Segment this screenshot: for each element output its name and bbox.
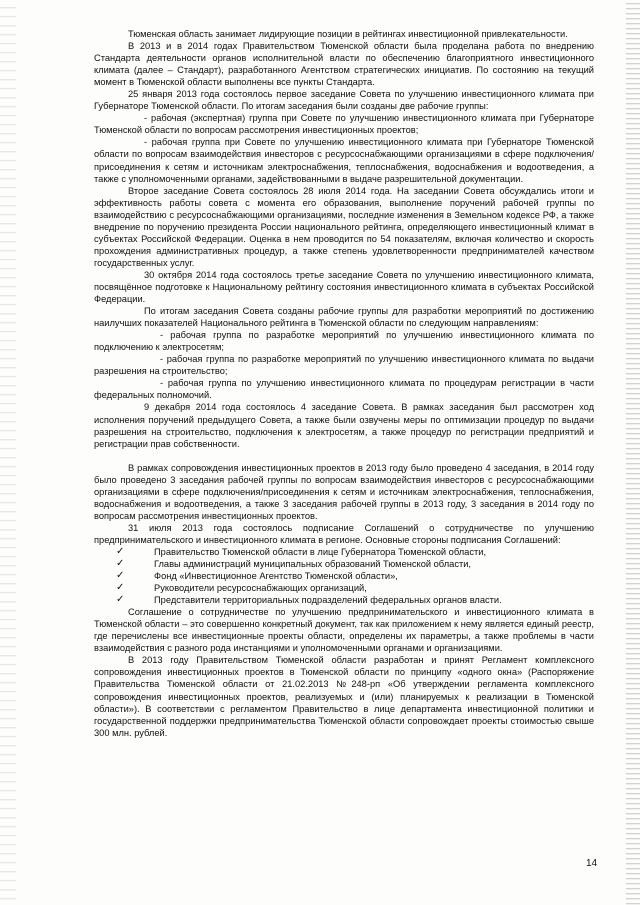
check-icon: ✓: [116, 582, 125, 594]
list-item-text: Правительство Тюменской области в лице Губернатора Тюменской области,: [154, 546, 487, 557]
paragraph: 25 января 2013 года состоялось первое заседание Совета по улучшению инвестиционного климата при Губернаторе Тюменской области. По итогам заседания были созданы две рабочие группы:: [94, 89, 594, 112]
scan-edge-left: [0, 0, 16, 905]
list-item-text: Руководители ресурсоснабжающих организаций,: [154, 583, 367, 594]
check-icon: ✓: [116, 558, 125, 570]
list-item: [116, 570, 594, 582]
paragraph: - рабочая группа по разработке мероприятий по улучшению инвестиционного климата по выдачи разрешения на строительство;: [94, 354, 594, 377]
list-item: [116, 582, 594, 594]
paragraph: 9 декабря 2014 года состоялось 4 заседание Совета. В рамках заседания был рассмотрен ход исполнения поручений предыдущего Совета, а также были озвучены меры по оптимизации процедур по выдачи разрешения на строительство, подключения к электросетям, а также процедур по регистрации предприятий и регистрации прав собственности.: [94, 402, 594, 449]
list-item: [116, 594, 594, 606]
paragraph: Тюменская область занимает лидирующие позиции в рейтингах инвестиционной привлекательности.: [128, 29, 568, 39]
paragraph: В рамках сопровождения инвестиционных проектов в 2013 году было проведено 4 заседания, в 2014 году было проведено 3 заседания рабочей группы по вопросам взаимодействия инвесторов с ресурсоснабжающими организациями в сфере подключения/присоединения к сетям и источникам электроснабжения, теплоснабжения, водоснабжения и водоотведения, а также 3 заседания рабочей группы в 2013 году, 3 заседания в 2014 году по вопросам рассмотрения инвестиционных проектов.: [94, 462, 594, 521]
signing-parties-list: [94, 546, 594, 606]
list-item: [116, 546, 594, 558]
document-body: [94, 28, 594, 739]
paragraph: - рабочая группа по разработке мероприятий по улучшению инвестиционного климата по подключению к электросетям;: [94, 330, 594, 353]
page-number: 14: [586, 858, 598, 869]
list-item: [116, 558, 594, 570]
scan-edge-right: [626, 0, 640, 905]
list-item-text: Главы администраций муниципальных образований Тюменской области,: [154, 559, 471, 570]
paragraph: - рабочая группа при Совете по улучшению инвестиционного климата при Губернаторе Тюменской области по вопросам взаимодействия инвесторов с ресурсоснабжающими организациями в сфере подключения/ присоединения к сетям и источникам электроснабжения, теплоснабжения, водоснабжения и водоотведения, а также с уполномоченными органами, задействованными в выдаче разрешительной документации.: [94, 137, 594, 184]
paragraph: По итогам заседания Совета созданы рабочие группы для разработки мероприятий по достижению наилучших показателей Национального рейтинга в Тюменской области по следующим направлениям:: [94, 306, 594, 329]
check-icon: ✓: [116, 545, 125, 557]
paragraph: 31 июля 2013 года состоялось подписание Соглашений о сотрудничестве по улучшению предпринимательского и инвестиционного климата в регионе. Основные стороны подписания Соглашений:: [94, 522, 594, 545]
paragraph: 30 октября 2014 года состоялось третье заседание Совета по улучшению инвестиционного климата, посвящённое подготовке к Национальному рейтингу состояния инвестиционного климата в субъектах Российской Федерации.: [94, 269, 594, 305]
paragraph: Второе заседание Совета состоялось 28 июля 2014 года. На заседании Совета обсуждались итоги и эффективность работы совета с момента его образования, выполнение поручений рабочей группы по взаимодействию с ресурсоснабжающими организациями, последние изменения в Земельном кодексе РФ, а также внедрение по поручению президента России национального рейтинга, определяющего инвестиционный климат в субъектах Российской Федерации. Оценка в нем проводится по 54 показателям, включая количество и скорость прохождения административных процедур, а также степень удовлетворенности предпринимателей качеством государственных услуг.: [94, 185, 594, 268]
list-item-text: Фонд «Инвестиционное Агентство Тюменской области»,: [154, 571, 398, 582]
paragraph: Соглашение о сотрудничестве по улучшению предпринимательского и инвестиционного климата в Тюменской области – это совершенно конкретный документ, так как приложением к нему является единый реестр, где перечислены все инвестиционные проекты области, определены их параметры, а также проблемы в части взаимодействия с разного рода инстанциями и уполномоченными органами и организациями.: [94, 607, 594, 654]
check-icon: ✓: [116, 594, 125, 606]
list-item-text: Представители территориальных подразделений федеральных органов власти.: [154, 595, 502, 606]
check-icon: ✓: [116, 570, 125, 582]
paragraph: - рабочая (экспертная) группа при Совете по улучшению инвестиционного климата при Губернаторе Тюменской области по вопросам рассмотрения инвестиционных проектов;: [94, 113, 594, 136]
paragraph: В 2013 году Правительством Тюменской области разработан и принят Регламент комплексного сопровождения инвестиционных проектов в Тюменской области по принципу «одного окна» (Распоряжение Правительства Тюменской области от 21.02.2013 №248-рп «Об утверждении регламента комплексного сопровождения инвестиционных проектов, реализуемых и (или) планируемых к реализации в Тюменской области»). В соответствии с регламентом Правительство в лице департамента инвестиционной политики и государственной поддержки предпринимательства Тюменской области сопровождает проекты стоимостью свыше 300 млн. рублей.: [94, 655, 594, 738]
paragraph: - рабочая группа по улучшению инвестиционного климата по процедурам регистрации в части федеральных полномочий.: [94, 378, 594, 401]
paragraph: В 2013 и в 2014 годах Правительством Тюменской области была проделана работа по внедрению Стандарта деятельности органов исполнительной власти по обеспечению благоприятного инвестиционного климата (далее – Стандарт), разработанного Агентством стратегических инициатив. По состоянию на текущий момент в Тюменской области выполнены все пункты Стандарта.: [94, 41, 594, 88]
